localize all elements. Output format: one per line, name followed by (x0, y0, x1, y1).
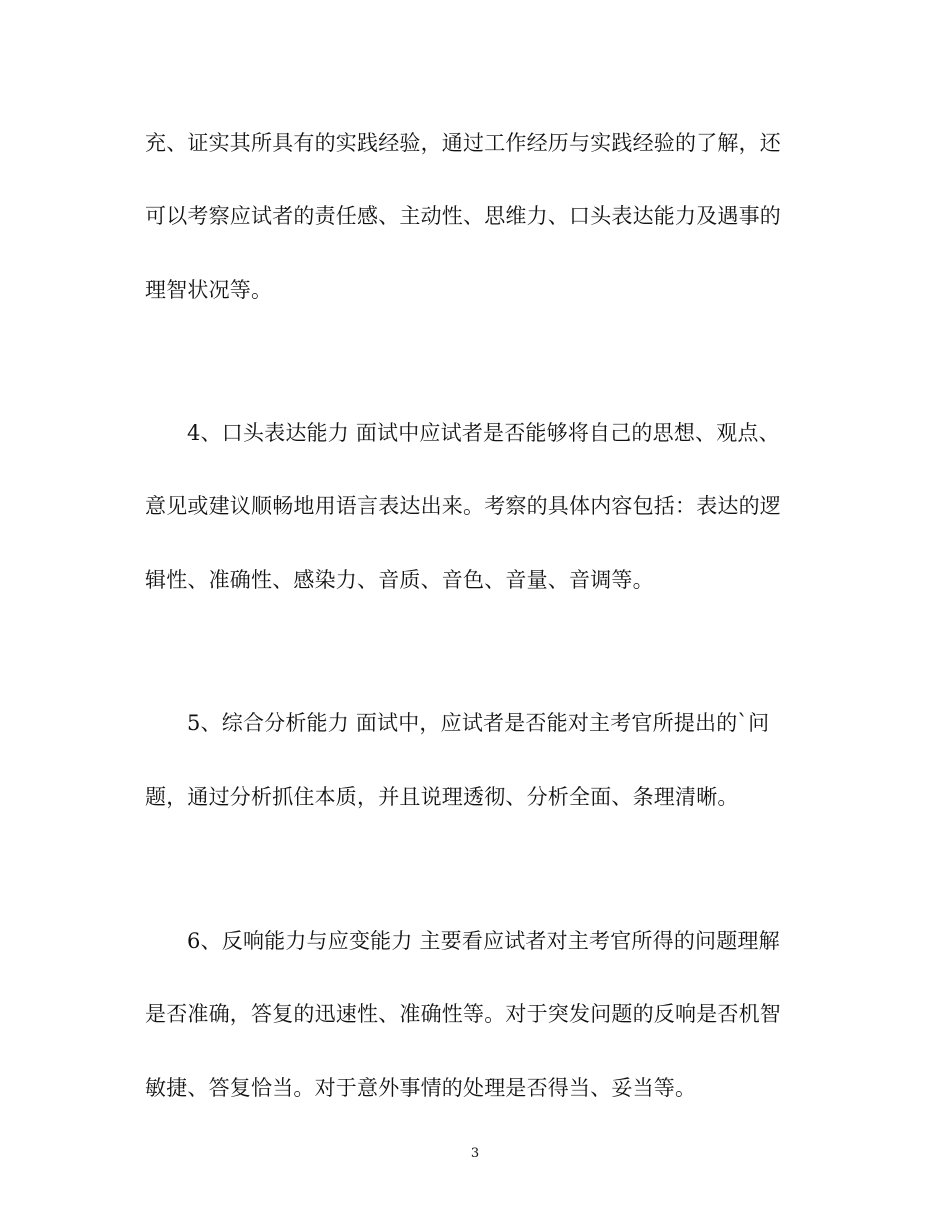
paragraph-3-line-2: 题，通过分析抓住本质，并且说理透彻、分析全面、条理清晰。 (145, 785, 739, 809)
paragraph-4-line-3: 敏捷、答复恰当。对于意外事情的处理是否得当、妥当等。 (145, 1076, 697, 1100)
paragraph-2-line-3: 辑性、准确性、感染力、音质、音色、音量、音调等。 (145, 568, 654, 592)
paragraph-4-line-1: 6、反响能力与应变能力 主要看应试者对主考官所得的问题理解 (187, 929, 780, 953)
paragraph-3-line-1: 5、综合分析能力 面试中，应试者是否能对主考官所提出的`问 (187, 711, 770, 735)
paragraph-2-line-2: 意见或建议顺畅地用语言表达出来。考察的具体内容包括：表达的逻 (145, 494, 781, 518)
paragraph-1-line-2: 可以考察应试者的责任感、主动性、思维力、口头表达能力及遇事的 (145, 204, 781, 228)
paragraph-2-line-1: 4、口头表达能力 面试中应试者是否能够将自己的思想、观点、 (187, 421, 780, 445)
paragraph-1-line-1: 充、证实其所具有的实践经验，通过工作经历与实践经验的了解，还 (145, 131, 781, 155)
paragraph-1-line-3: 理智状况等。 (145, 278, 273, 302)
page-number: 3 (470, 1146, 480, 1161)
paragraph-4-line-2: 是否准确，答复的迅速性、准确性等。对于突发问题的反响是否机智 (145, 1002, 781, 1026)
